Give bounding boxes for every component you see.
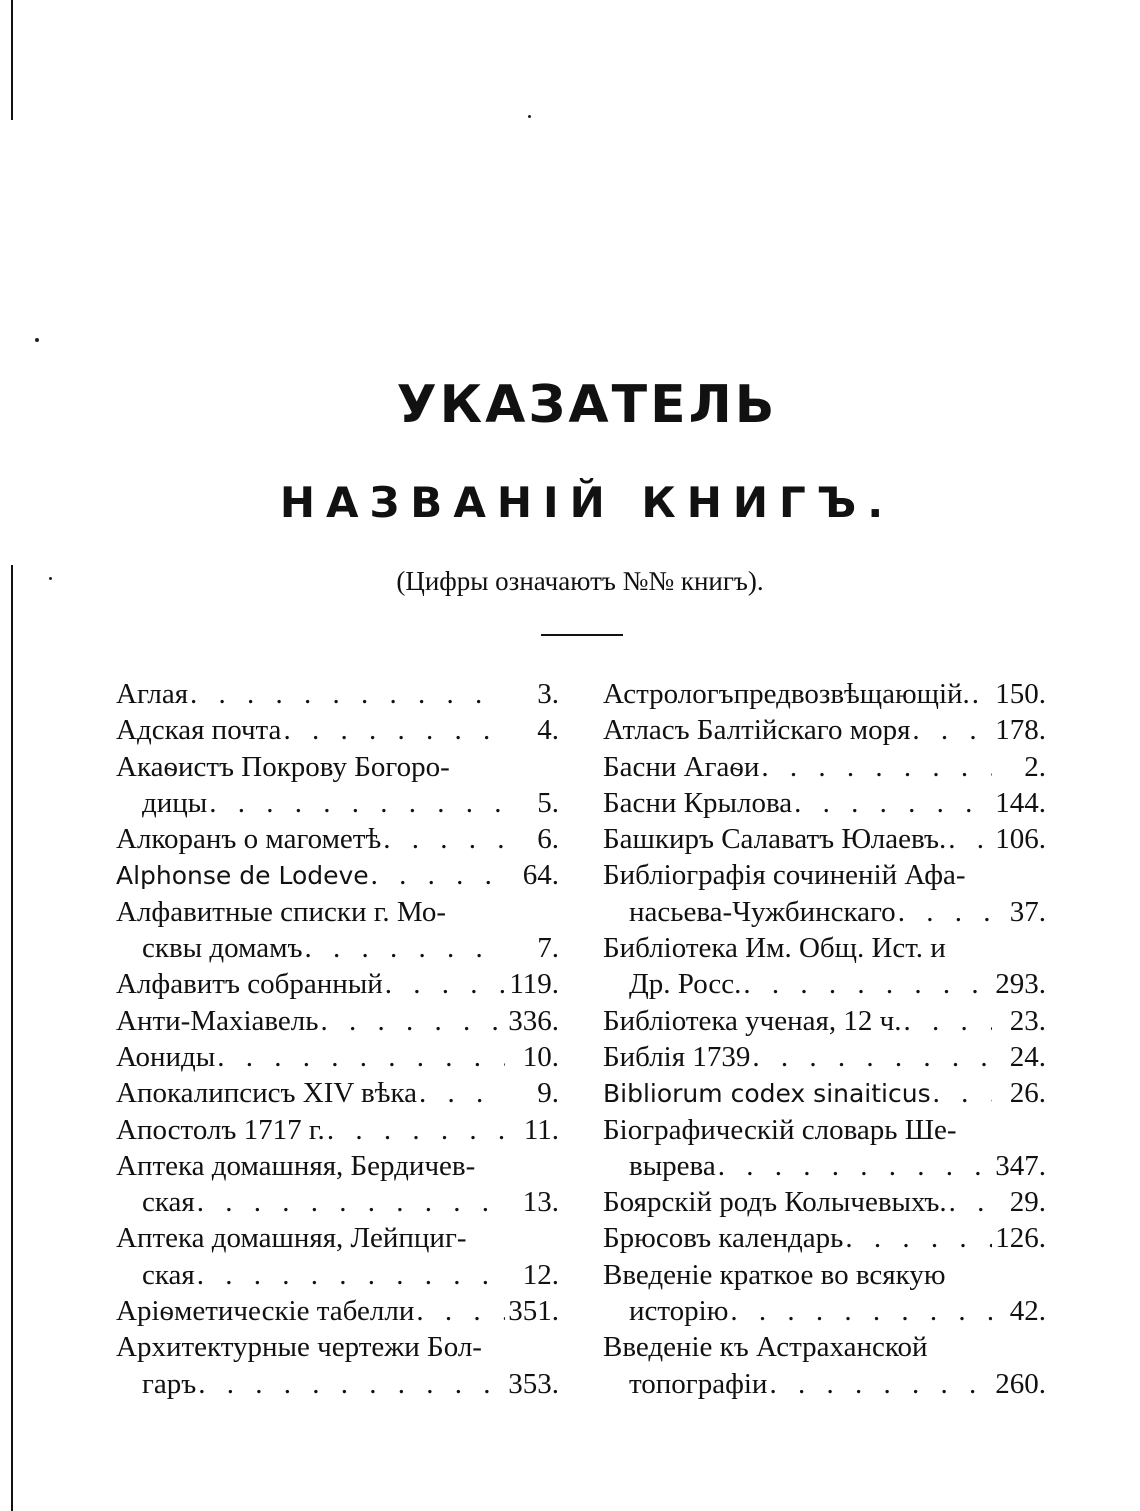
index-entry-line	[603, 1039, 1046, 1075]
index-entry-line	[603, 1148, 1046, 1184]
scan-speck	[528, 115, 531, 118]
index-entry	[116, 1220, 559, 1293]
index-entry-line	[116, 966, 559, 1002]
entry-title: сквы домамъ	[142, 932, 303, 965]
dot-leader	[188, 676, 505, 712]
entry-title: Аптека домашняя, Лейпциг-	[116, 1222, 467, 1255]
index-entry-line	[603, 821, 1046, 857]
page-subtitle: НАЗВАНІЙ КНИГЪ.	[279, 478, 895, 527]
dot-leader	[196, 1366, 505, 1402]
dot-leader	[792, 785, 992, 821]
entry-title: Алфавитные списки г. Мо-	[116, 895, 447, 928]
entry-title: Alphonse de Lodeve	[116, 861, 369, 891]
index-entry	[116, 894, 559, 967]
dot-leader	[414, 1293, 505, 1329]
entry-title: гаръ	[142, 1367, 197, 1400]
index-entry	[116, 1293, 559, 1329]
index-entry	[603, 1329, 1046, 1402]
entry-title: Адская почта	[116, 714, 282, 747]
index-entry-line	[116, 1329, 559, 1365]
entry-title: ская	[142, 1258, 195, 1291]
dot-leader	[207, 785, 505, 821]
entry-number: 24.	[1009, 1040, 1046, 1073]
index-entry-line	[116, 676, 559, 712]
index-entry-line	[603, 930, 1046, 966]
index-entry	[603, 1184, 1046, 1220]
entry-title: Аріѳметическіе табелли	[116, 1295, 415, 1328]
entry-title: Башкиръ Салаватъ Юлаевъ.	[603, 823, 947, 856]
dot-leader	[901, 1003, 992, 1039]
entry-number: 26.	[1009, 1077, 1046, 1110]
entry-number: 6.	[537, 823, 559, 856]
entry-title: исторію	[629, 1295, 729, 1328]
entry-number: 347.	[995, 1149, 1046, 1182]
entry-title: дицы	[142, 786, 208, 819]
entry-number: 2.	[1024, 750, 1046, 783]
entry-number: 260.	[995, 1367, 1046, 1400]
entry-title: Библіотека ученая, 12 ч.	[603, 1004, 902, 1037]
index-entry-line	[116, 1257, 559, 1293]
entry-title: Басни Крылова	[603, 786, 793, 819]
entry-title: вырева	[629, 1149, 716, 1182]
dot-leader	[215, 1039, 505, 1075]
dot-leader	[843, 1220, 992, 1256]
dot-leader	[302, 930, 505, 966]
index-entry	[116, 857, 559, 893]
index-entry	[603, 1003, 1046, 1039]
dot-leader	[716, 1148, 992, 1184]
entry-number: 42.	[1009, 1295, 1046, 1328]
entry-number: 12.	[522, 1258, 559, 1291]
dot-leader	[195, 1184, 505, 1220]
dot-leader	[931, 1075, 992, 1111]
scan-margin-rule	[11, 565, 13, 1511]
index-entry	[116, 1039, 559, 1075]
index-entry-line	[603, 1220, 1046, 1256]
dot-leader	[946, 821, 992, 857]
index-entry-line	[603, 1329, 1046, 1365]
entry-number: 64.	[522, 859, 559, 892]
dot-leader	[383, 966, 505, 1002]
index-entry	[603, 1112, 1046, 1185]
page-note: (Цифры означаютъ №№ книгъ).	[396, 566, 764, 596]
index-entry-line	[116, 930, 559, 966]
index-entry	[116, 749, 559, 822]
index-entry	[603, 821, 1046, 857]
entry-title: Аглая	[116, 678, 189, 710]
entry-title: ская	[142, 1186, 195, 1219]
entry-title: Біографическій словарь Ше-	[603, 1113, 957, 1146]
dot-leader	[325, 1112, 505, 1148]
index-entry-line	[116, 1148, 559, 1184]
index-entry-line	[116, 1039, 559, 1075]
entry-number: 126.	[995, 1222, 1046, 1255]
entry-title: Астрологъпредвозвѣщающій.	[603, 678, 970, 710]
entry-number: 178.	[995, 714, 1046, 747]
index-entry-line	[116, 1220, 559, 1256]
entry-title: Брюсовъ календарь	[603, 1222, 844, 1255]
entry-title: насьева-Чужбинскаго	[629, 895, 896, 928]
index-entry	[116, 676, 559, 712]
index-entry-line	[116, 857, 559, 893]
index-entry-line	[116, 1003, 559, 1039]
entry-title: Др. Росс.	[629, 968, 742, 1001]
scan-speck	[35, 338, 39, 342]
index-entry-line	[116, 1293, 559, 1329]
index-entry	[116, 1112, 559, 1148]
entry-number: 144.	[995, 786, 1046, 819]
dot-leader	[728, 1293, 992, 1329]
dot-leader	[759, 749, 992, 785]
entry-number: 106.	[995, 823, 1046, 856]
index-entry	[116, 1148, 559, 1221]
entry-number: 5.	[537, 786, 559, 819]
dot-leader	[896, 894, 992, 930]
divider	[541, 634, 623, 636]
dot-leader	[417, 1075, 505, 1111]
entry-title: Архитектурные чертежи Бол-	[116, 1331, 482, 1364]
entry-number: 150.	[995, 678, 1046, 710]
dot-leader	[195, 1257, 505, 1293]
dot-leader	[910, 712, 992, 748]
dot-leader	[750, 1039, 992, 1075]
index-entry	[603, 930, 1046, 1003]
entry-number: 10.	[522, 1040, 559, 1073]
entry-title: топографіи	[629, 1367, 768, 1400]
entry-title: Bibliorum codex sinaiticus	[603, 1079, 931, 1109]
index-entry-line	[116, 712, 559, 748]
dot-leader	[767, 1366, 992, 1402]
entry-number: 29.	[1009, 1186, 1046, 1219]
index-entry	[116, 712, 559, 748]
entry-title: Апостолъ 1717 г.	[116, 1113, 325, 1146]
page-title: УКАЗАТЕЛЬ	[396, 375, 778, 435]
entry-title: Атласъ Балтійскаго моря	[603, 714, 911, 747]
entry-number: 13.	[522, 1186, 559, 1219]
index-entry	[603, 712, 1046, 748]
dot-leader	[369, 857, 505, 893]
index-entry-line	[603, 676, 1046, 712]
index-entry	[116, 821, 559, 857]
index-entry	[603, 785, 1046, 821]
index-entry	[116, 1003, 559, 1039]
entry-title: Библіотека Им. Общ. Ист. и	[603, 932, 946, 965]
index-entry-line	[603, 712, 1046, 748]
index-entry	[603, 1039, 1046, 1075]
index-entry-line	[603, 1366, 1046, 1402]
entry-number: 336.	[508, 1004, 559, 1037]
entry-title: Библія 1739	[603, 1040, 751, 1073]
entry-title: Басни Агаѳи	[603, 750, 760, 783]
index-entry-line	[116, 1366, 559, 1402]
index-entry-line	[116, 1184, 559, 1220]
index-entry-line	[603, 1112, 1046, 1148]
entry-title: Введеніе къ Астраханской	[603, 1331, 928, 1364]
index-entry-line	[116, 785, 559, 821]
index-entry	[603, 1075, 1046, 1111]
index-entry	[116, 966, 559, 1002]
index-entry-line	[603, 857, 1046, 893]
entry-title: Апокалипсисъ XIV вѣка	[116, 1077, 417, 1110]
index-entry-line	[603, 1257, 1046, 1293]
entry-title: Боярскій родъ Колычевыхъ.	[603, 1186, 947, 1219]
dot-leader	[319, 1003, 506, 1039]
index-entry-line	[116, 894, 559, 930]
index-entry-line	[603, 966, 1046, 1002]
dot-leader	[741, 966, 992, 1002]
index-entry-line	[603, 894, 1046, 930]
dot-leader	[281, 712, 505, 748]
entry-number: 353.	[508, 1367, 559, 1400]
entry-number: 23.	[1009, 1004, 1046, 1037]
index-entry-line	[603, 1075, 1046, 1111]
entry-title: Введеніе краткое во всякую	[603, 1258, 946, 1291]
index-entry	[603, 676, 1046, 712]
index-entry-line	[116, 1075, 559, 1111]
index-entry	[603, 857, 1046, 930]
index-entry-line	[603, 1184, 1046, 1220]
dot-leader	[381, 821, 505, 857]
entry-title: Библіографія сочиненій Афа-	[603, 859, 966, 892]
index-column-left	[116, 676, 559, 1402]
index-entry-line	[116, 749, 559, 785]
index-column-right	[603, 676, 1046, 1402]
entry-title: Алкоранъ о магометѣ	[116, 823, 382, 856]
scan-margin-rule	[11, 0, 13, 120]
entry-title: Акаѳистъ Покрову Богоро-	[116, 750, 450, 783]
index-entry	[603, 1257, 1046, 1330]
entry-number: 7.	[537, 932, 559, 965]
entry-title: Аониды	[116, 1040, 216, 1073]
dot-leader	[947, 1184, 992, 1220]
entry-number: 3.	[537, 678, 559, 710]
index-entry-line	[116, 821, 559, 857]
index-entry	[603, 749, 1046, 785]
entry-number: 119.	[509, 968, 559, 1001]
index-entry-line	[116, 1112, 559, 1148]
entry-title: Аптека домашняя, Бердичев-	[116, 1149, 476, 1182]
entry-number: 293.	[995, 968, 1046, 1001]
index-entry-line	[603, 1003, 1046, 1039]
index-entry	[116, 1329, 559, 1402]
entry-number: 37.	[1009, 895, 1046, 928]
index-entry-line	[603, 1293, 1046, 1329]
index-entry-line	[603, 785, 1046, 821]
dot-leader	[970, 676, 992, 712]
entry-number: 351.	[508, 1295, 559, 1328]
entry-number: 9.	[537, 1077, 559, 1110]
entry-title: Анти-Махіавель	[116, 1004, 319, 1037]
index-entry-line	[603, 749, 1046, 785]
entry-number: 11.	[523, 1113, 559, 1146]
index-entry	[603, 1220, 1046, 1256]
index-entry	[116, 1075, 559, 1111]
entry-title: Алфавитъ собранный	[116, 968, 383, 1001]
entry-number: 4.	[537, 714, 559, 747]
